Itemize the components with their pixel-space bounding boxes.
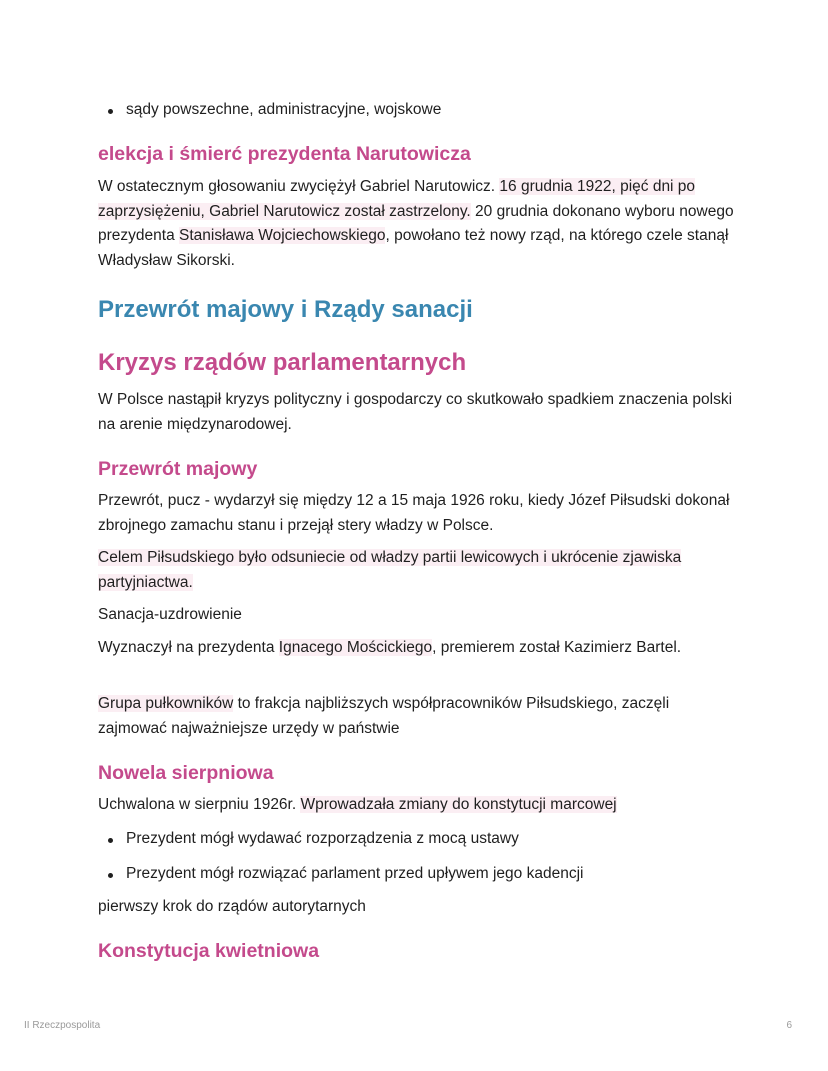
heading-kryzys: Kryzys rządów parlamentarnych bbox=[98, 349, 467, 376]
highlight: Wprowadzała zmiany do konstytucji marcowej bbox=[300, 796, 617, 813]
paragraph-autorytarne: pierwszy krok do rządów autorytarnych bbox=[98, 898, 366, 915]
paragraph-przewrot-2 bbox=[98, 546, 738, 595]
paragraph-sanacja: Sanacja-uzdrowienie bbox=[98, 606, 242, 623]
footer-doc-title: II Rzeczpospolita bbox=[24, 1020, 101, 1031]
heading-nowela: Nowela sierpniowa bbox=[98, 762, 274, 784]
text: 20 grudnia dokonano wyboru nowego prezydenta bbox=[98, 202, 734, 244]
footer-page-number: 6 bbox=[786, 1020, 792, 1031]
heading-konstytucja: Konstytucja kwietniowa bbox=[98, 940, 320, 962]
heading-narutowicz: elekcja i śmierć prezydenta Narutowicza bbox=[98, 143, 471, 165]
section-title: Przewrót majowy i Rządy sanacji bbox=[98, 296, 473, 323]
text: W ostatecznym głosowaniu zwyciężył Gabriel Narutowicz. bbox=[98, 178, 500, 195]
text: Wyznaczył na prezydenta bbox=[98, 639, 279, 656]
text: to frakcja najbliższych współpracowników Piłsudskiego, zaczęli zajmować najważniejsze urzędy w państwie bbox=[98, 695, 670, 737]
highlight: Stanisława Wojciechowskiego bbox=[179, 227, 386, 244]
highlight: Ignacego Mościckiego bbox=[278, 639, 433, 656]
text: Uchwalona w sierpniu 1926r. bbox=[98, 796, 301, 813]
paragraph-narutowicz bbox=[98, 175, 738, 273]
paragraph-kryzys: W Polsce nastąpił kryzys polityczny i gospodarczy co skutkowało spadkiem znaczenia polski na arenie międzynarodowej. bbox=[98, 391, 733, 433]
paragraph-nowela bbox=[98, 793, 738, 818]
highlight: 16 grudnia 1922, pięć dni po zaprzysiężeniu, Gabriel Narutowicz został zastrzelony. bbox=[98, 178, 696, 220]
nowela-list bbox=[98, 827, 738, 886]
text: , powołano też nowy rząd, na którego czele stanął Władysław Sikorski. bbox=[98, 227, 729, 269]
court-types-list bbox=[98, 98, 738, 123]
paragraph-przewrot-1: Przewrót, pucz - wydarzył się między 12 a 15 maja 1926 roku, kiedy Józef Piłsudski dokonał zbrojnego zamachu stanu i przejął stery władzy w Polsce. bbox=[98, 492, 730, 534]
list-item: Prezydent mógł wydawać rozporządzenia z mocą ustawy bbox=[98, 827, 738, 852]
heading-przewrot: Przewrót majowy bbox=[98, 458, 258, 480]
highlight: Grupa pułkowników bbox=[98, 695, 234, 712]
text: , premierem został Kazimierz Bartel. bbox=[432, 639, 682, 656]
paragraph-moscicki bbox=[98, 636, 738, 661]
list-item: Prezydent mógł rozwiązać parlament przed upływem jego kadencji bbox=[98, 862, 738, 887]
paragraph-pulkownicy bbox=[98, 692, 738, 741]
list-item: sądy powszechne, administracyjne, wojskowe bbox=[98, 98, 738, 123]
highlight: Celem Piłsudskiego było odsuniecie od władzy partii lewicowych i ukrócenie zjawiska partyjniactwa. bbox=[98, 549, 682, 591]
